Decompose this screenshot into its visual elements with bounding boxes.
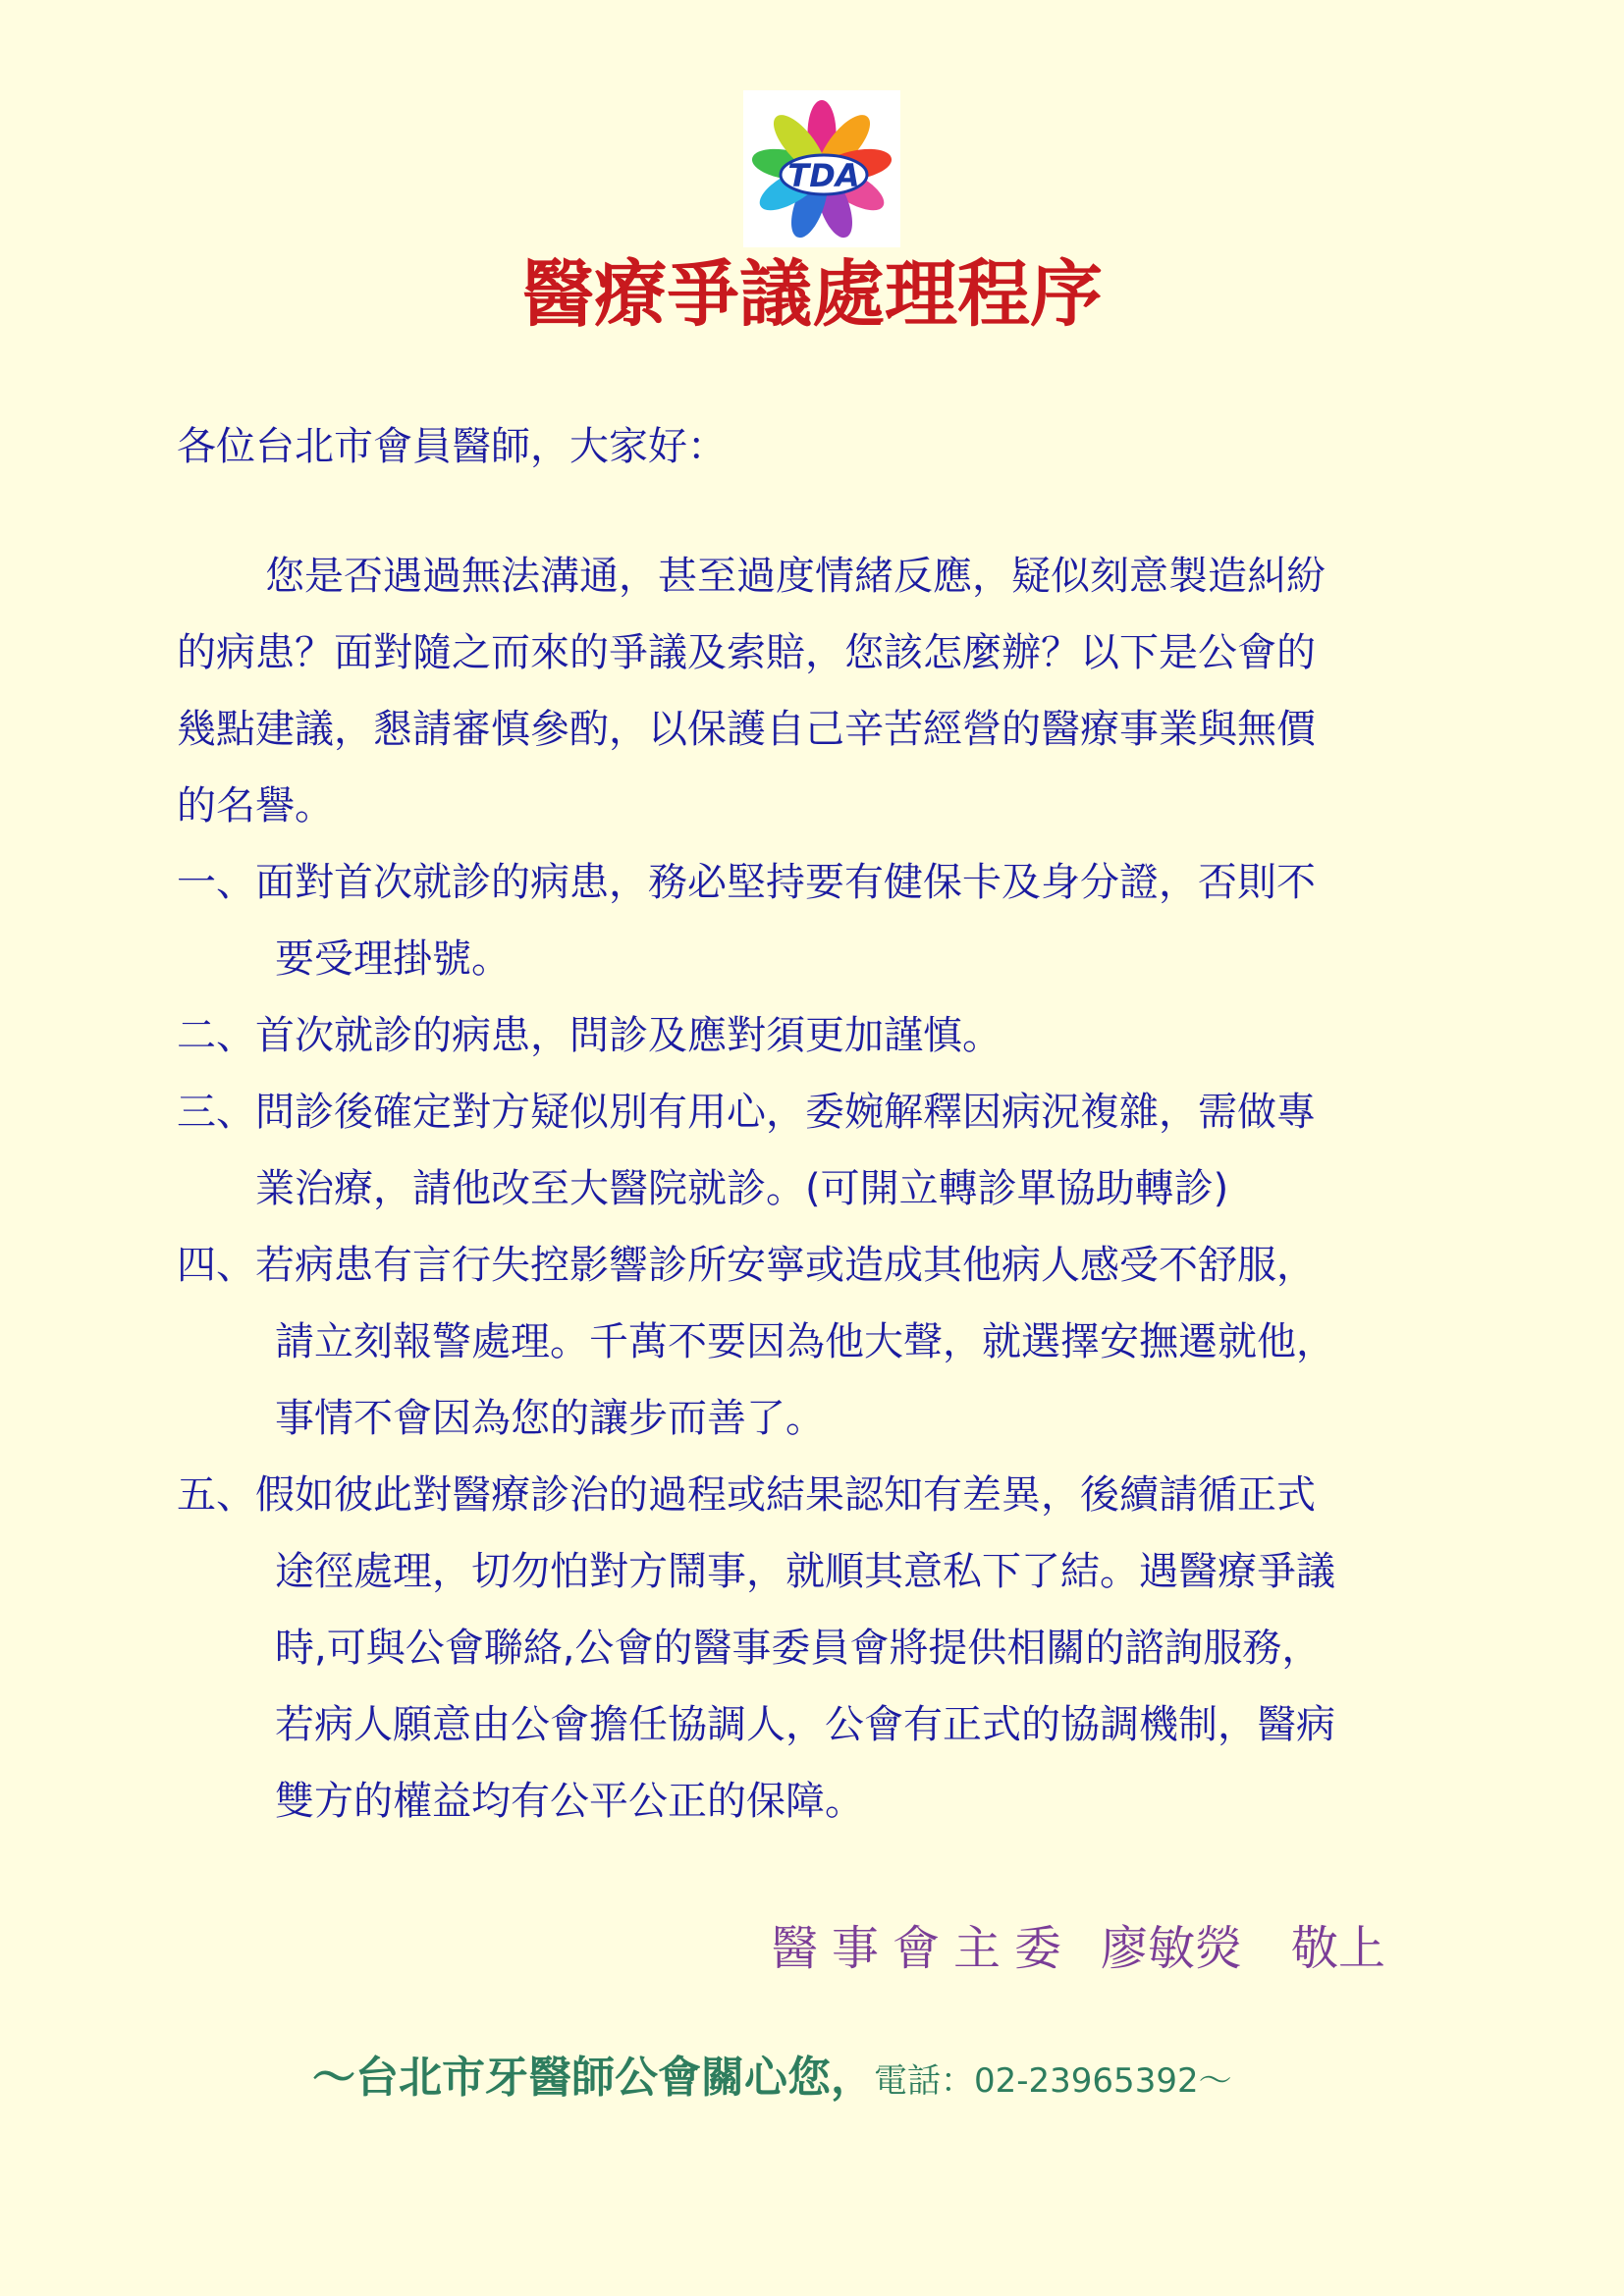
list-item-4 [177, 1227, 1335, 1457]
list-item-text: 雙方的權益均有公平公正的保障。 [275, 1779, 864, 1824]
list-item-text: 途徑處理，切勿怕對方鬧事，就順其意私下了結。遇醫療爭議 [275, 1549, 1335, 1594]
tda-logo-text: TDA [787, 157, 860, 194]
list-item-text: 問診後確定對方疑似別有用心，委婉解釋因病況複雜，需做專 [255, 1090, 1316, 1135]
greeting: 各位台北市會員醫師，大家好： [177, 424, 727, 469]
list-item-number: 一、 [177, 860, 255, 905]
list-item-text: 若病患有言行失控影響診所安寧或造成其他病人感受不舒服， [255, 1243, 1316, 1288]
page-title: 醫療爭議處理程序 [521, 252, 1103, 337]
list-item-3 [177, 1074, 1316, 1227]
signature [771, 1919, 1385, 1978]
intro-paragraph [177, 538, 1473, 844]
intro-line: 的病患？面對隨之而來的爭議及索賠，您該怎麼辦？以下是公會的 [177, 630, 1316, 675]
list-item-number: 五、 [177, 1472, 255, 1518]
footer-phone: 電話：02-23965392～ [874, 2061, 1232, 2101]
list-item-5 [177, 1457, 1335, 1840]
list-item-text: 事情不會因為您的讓步而善了。 [275, 1396, 825, 1441]
tda-logo [743, 90, 900, 247]
list-item-text: 請立刻報警處理。千萬不要因為他大聲，就選擇安撫遷就他， [275, 1319, 1335, 1364]
list-item-text: 面對首次就診的病患，務必堅持要有健保卡及身分證，否則不 [255, 860, 1316, 905]
list-item-text: 要受理掛號。 [275, 936, 511, 982]
list-item-text: 若病人願意由公會擔任協調人，公會有正式的協調機制，醫病 [275, 1702, 1335, 1747]
signature-name: 廖敏熒 [1101, 1921, 1243, 1976]
list-item-number: 二、 [177, 1013, 255, 1058]
intro-line: 幾點建議，懇請審慎參酌，以保護自己辛苦經營的醫療事業與無價 [177, 707, 1316, 752]
list-item-text: 假如彼此對醫療診治的過程或結果認知有差異，後續請循正式 [255, 1472, 1316, 1518]
signature-role: 醫事會主委 [771, 1921, 1076, 1976]
list-item-number: 三、 [177, 1090, 255, 1135]
list-item-2 [177, 997, 1001, 1074]
list-item-number: 四、 [177, 1243, 255, 1288]
list-item-1 [177, 844, 1316, 997]
list-item-text: 首次就診的病患，問診及應對須更加謹慎。 [255, 1013, 1001, 1058]
list-item-text: 業治療，請他改至大醫院就診。(可開立轉診單協助轉診) [255, 1166, 1229, 1211]
tda-logo-graphic [743, 90, 900, 247]
intro-line: 您是否遇過無法溝通，甚至過度情緒反應，疑似刻意製造糾紛 [265, 554, 1326, 599]
list-item-text: 時,可與公會聯絡,公會的醫事委員會將提供相關的諮詢服務， [275, 1626, 1322, 1671]
signature-closing: 敬上 [1291, 1921, 1386, 1976]
footer-contact [312, 2049, 1232, 2116]
footer-main: ～台北市牙醫師公會關心您， [312, 2053, 874, 2103]
intro-line: 的名譽。 [177, 783, 334, 828]
